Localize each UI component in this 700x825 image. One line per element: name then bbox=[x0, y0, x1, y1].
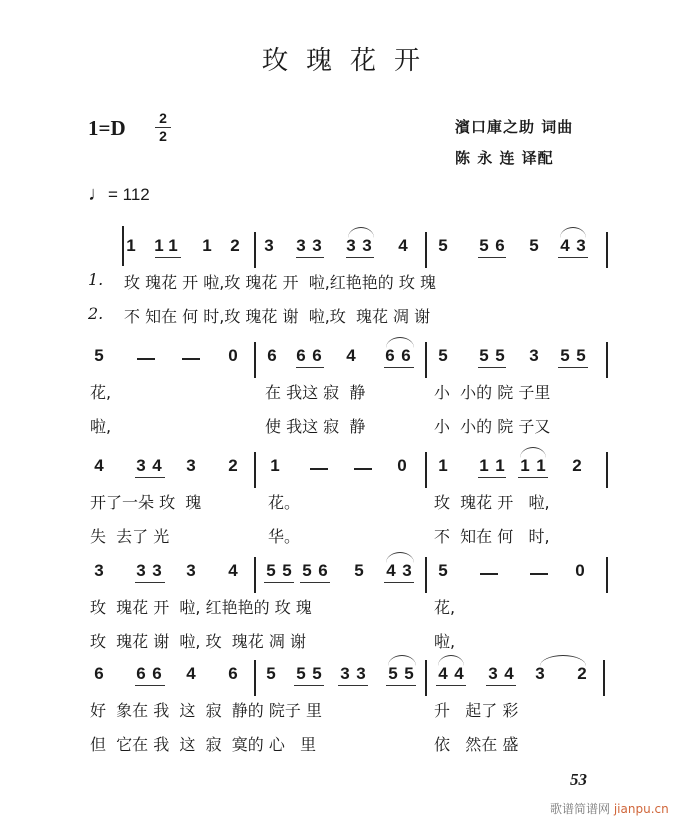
note: 3 bbox=[488, 664, 498, 683]
note: 6 bbox=[136, 664, 146, 683]
note: 4 bbox=[94, 456, 104, 475]
tie-slur bbox=[520, 447, 546, 458]
note: 3 bbox=[402, 561, 412, 580]
eighth-underline bbox=[518, 477, 548, 478]
note: 6 bbox=[228, 664, 238, 683]
note: 4 bbox=[398, 236, 408, 255]
eighth-underline bbox=[478, 477, 506, 478]
lyrics-verse-1: 好 象在 我 这 寂 静的 院子 里 bbox=[90, 701, 322, 720]
note: 1 bbox=[126, 236, 136, 255]
eighth-underline bbox=[135, 685, 165, 686]
tempo-marking bbox=[88, 183, 150, 206]
note: 6 bbox=[385, 346, 395, 365]
note: 5 bbox=[479, 346, 489, 365]
note: 3 bbox=[346, 236, 356, 255]
eighth-underline bbox=[486, 685, 516, 686]
note: 0 bbox=[397, 456, 407, 475]
note: 5 bbox=[302, 561, 312, 580]
note: 4 bbox=[346, 346, 356, 365]
note: 3 bbox=[186, 456, 196, 475]
note: 1 bbox=[479, 456, 489, 475]
note: 5 bbox=[94, 346, 104, 365]
note: 5 bbox=[560, 346, 570, 365]
note: 3 bbox=[136, 561, 146, 580]
bar-line bbox=[254, 452, 256, 488]
note: 1 bbox=[154, 236, 164, 255]
page-number: 53 bbox=[570, 770, 587, 789]
bar-line bbox=[606, 452, 608, 488]
lyrics-verse-1: 玫 瑰花 开 啦, 红艳艳的 玫 瑰 bbox=[90, 598, 312, 617]
note: 1 bbox=[202, 236, 212, 255]
note: 0 bbox=[575, 561, 585, 580]
eighth-underline bbox=[436, 685, 466, 686]
watermark-url: jianpu.cn bbox=[613, 802, 669, 816]
note: 5 bbox=[296, 664, 306, 683]
note: 4 bbox=[560, 236, 570, 255]
lyrics-verse-1: 小 小的 院 子里 bbox=[434, 383, 551, 402]
lyrics-verse-1: 玫 瑰花 开 啦, bbox=[434, 493, 550, 512]
note: 6 bbox=[495, 236, 505, 255]
verse-label-2: 2. bbox=[88, 304, 104, 323]
note: 5 bbox=[404, 664, 414, 683]
lyrics-verse-1: 玫 瑰花 开 啦,玫 瑰花 开 啦,红艳艳的 玫 瑰 bbox=[124, 273, 436, 292]
time-signature-denominator: 2 bbox=[159, 128, 167, 144]
lyrics-verse-1: 开了一朵 玫 瑰 bbox=[90, 493, 202, 512]
bar-line bbox=[603, 660, 605, 696]
note: 4 bbox=[186, 664, 196, 683]
eighth-underline bbox=[135, 477, 165, 478]
bar-line bbox=[254, 660, 256, 696]
note: 3 bbox=[136, 456, 146, 475]
note: 6 bbox=[152, 664, 162, 683]
eighth-underline bbox=[384, 367, 414, 368]
lyrics-verse-1: 花。 bbox=[268, 493, 301, 512]
note: 3 bbox=[312, 236, 322, 255]
note: 3 bbox=[264, 236, 274, 255]
bar-line bbox=[254, 342, 256, 378]
verse-label-1: 1. bbox=[88, 270, 104, 289]
note: 1 bbox=[438, 456, 448, 475]
time-signature-numerator: 2 bbox=[155, 110, 171, 128]
lyrics-verse-2: 不 知在 何 时,玫 瑰花 谢 啦,玫 瑰花 凋 谢 bbox=[124, 307, 431, 326]
tie-slur bbox=[560, 227, 586, 238]
note: 6 bbox=[318, 561, 328, 580]
note: 4 bbox=[228, 561, 238, 580]
eighth-underline bbox=[338, 685, 368, 686]
bar-line bbox=[425, 660, 427, 696]
lyrics-verse-2: 华。 bbox=[268, 527, 301, 546]
note: 3 bbox=[362, 236, 372, 255]
bar-line bbox=[606, 342, 608, 378]
extension-dash bbox=[480, 573, 498, 575]
note: 1 bbox=[520, 456, 530, 475]
eighth-underline bbox=[478, 257, 506, 258]
note: 5 bbox=[495, 346, 505, 365]
note: 5 bbox=[438, 561, 448, 580]
tempo-value: = 112 bbox=[108, 185, 150, 204]
note: 0 bbox=[228, 346, 238, 365]
lyrics-verse-2: 玫 瑰花 谢 啦, 玫 瑰花 凋 谢 bbox=[90, 632, 306, 651]
note: 6 bbox=[296, 346, 306, 365]
lyrics-verse-1: 花, bbox=[90, 383, 112, 402]
note: 3 bbox=[356, 664, 366, 683]
note: 6 bbox=[267, 346, 277, 365]
page-title: 玫瑰花开 bbox=[261, 46, 438, 76]
eighth-underline bbox=[155, 257, 181, 258]
note: 3 bbox=[535, 664, 545, 683]
eighth-underline bbox=[478, 367, 506, 368]
time-signature bbox=[155, 110, 171, 145]
note: 3 bbox=[576, 236, 586, 255]
lyrics-verse-2: 啦, bbox=[434, 632, 456, 651]
note: 5 bbox=[576, 346, 586, 365]
lyrics-verse-1: 花, bbox=[434, 598, 456, 617]
eighth-underline bbox=[135, 582, 165, 583]
extension-dash bbox=[182, 358, 200, 360]
lyrics-verse-1: 在 我这 寂 静 bbox=[265, 383, 366, 402]
quarter-note-icon: ♩ bbox=[88, 183, 108, 205]
note: 3 bbox=[186, 561, 196, 580]
credit-lyrics-music: 濱口庫之助 词曲 bbox=[455, 118, 574, 136]
note: 5 bbox=[438, 346, 448, 365]
note: 1 bbox=[495, 456, 505, 475]
note: 4 bbox=[386, 561, 396, 580]
tie-slur bbox=[438, 655, 464, 666]
bar-line bbox=[606, 557, 608, 593]
tie-slur bbox=[388, 655, 416, 666]
note: 6 bbox=[312, 346, 322, 365]
note: 4 bbox=[504, 664, 514, 683]
key-signature: 1=D bbox=[88, 116, 126, 140]
bar-line bbox=[425, 557, 427, 593]
lyrics-verse-2: 不 知在 何 时, bbox=[434, 527, 550, 546]
note: 4 bbox=[438, 664, 448, 683]
bar-line bbox=[254, 557, 256, 593]
note: 2 bbox=[572, 456, 582, 475]
lyrics-verse-2: 依 然在 盛 bbox=[434, 735, 519, 754]
tie-slur bbox=[386, 552, 414, 563]
extension-dash bbox=[354, 468, 372, 470]
eighth-underline bbox=[264, 582, 294, 583]
note: 5 bbox=[266, 664, 276, 683]
note: 5 bbox=[354, 561, 364, 580]
eighth-underline bbox=[346, 257, 374, 258]
note: 6 bbox=[94, 664, 104, 683]
note: 2 bbox=[577, 664, 587, 683]
eighth-underline bbox=[296, 257, 324, 258]
eighth-underline bbox=[386, 685, 416, 686]
note: 2 bbox=[230, 236, 240, 255]
eighth-underline bbox=[558, 257, 588, 258]
lyrics-verse-2: 小 小的 院 子又 bbox=[434, 417, 551, 436]
lyrics-verse-2: 啦, bbox=[90, 417, 112, 436]
note: 4 bbox=[152, 456, 162, 475]
note: 3 bbox=[296, 236, 306, 255]
note: 6 bbox=[401, 346, 411, 365]
note: 2 bbox=[228, 456, 238, 475]
note: 5 bbox=[282, 561, 292, 580]
note: 3 bbox=[340, 664, 350, 683]
note: 1 bbox=[270, 456, 280, 475]
eighth-underline bbox=[294, 685, 324, 686]
note: 4 bbox=[454, 664, 464, 683]
watermark-site-name: 歌谱简谱网 bbox=[550, 802, 611, 816]
extension-dash bbox=[137, 358, 155, 360]
tie-slur bbox=[386, 337, 414, 348]
note: 1 bbox=[536, 456, 546, 475]
extension-dash bbox=[310, 468, 328, 470]
eighth-underline bbox=[300, 582, 330, 583]
note: 5 bbox=[312, 664, 322, 683]
lyrics-verse-2: 但 它在 我 这 寂 寞的 心 里 bbox=[90, 735, 317, 754]
eighth-underline bbox=[296, 367, 324, 368]
note: 3 bbox=[152, 561, 162, 580]
note: 5 bbox=[438, 236, 448, 255]
lyrics-verse-1: 升 起了 彩 bbox=[434, 701, 519, 720]
lyrics-verse-2: 失 去了 光 bbox=[90, 527, 170, 546]
tie-slur bbox=[540, 655, 586, 666]
note: 3 bbox=[529, 346, 539, 365]
note: 1 bbox=[168, 236, 178, 255]
credit-translation: 陈 永 连 译配 bbox=[455, 149, 554, 167]
bar-line bbox=[606, 232, 608, 268]
bar-line bbox=[425, 342, 427, 378]
eighth-underline bbox=[384, 582, 414, 583]
note: 5 bbox=[529, 236, 539, 255]
bar-line bbox=[425, 232, 427, 268]
lyrics-verse-2: 使 我这 寂 静 bbox=[265, 417, 366, 436]
note: 5 bbox=[479, 236, 489, 255]
bar-line bbox=[425, 452, 427, 488]
extension-dash bbox=[530, 573, 548, 575]
eighth-underline bbox=[558, 367, 588, 368]
note: 3 bbox=[94, 561, 104, 580]
note: 5 bbox=[388, 664, 398, 683]
bar-line bbox=[254, 232, 256, 268]
tie-slur bbox=[348, 227, 374, 238]
watermark bbox=[550, 800, 669, 817]
note: 5 bbox=[266, 561, 276, 580]
